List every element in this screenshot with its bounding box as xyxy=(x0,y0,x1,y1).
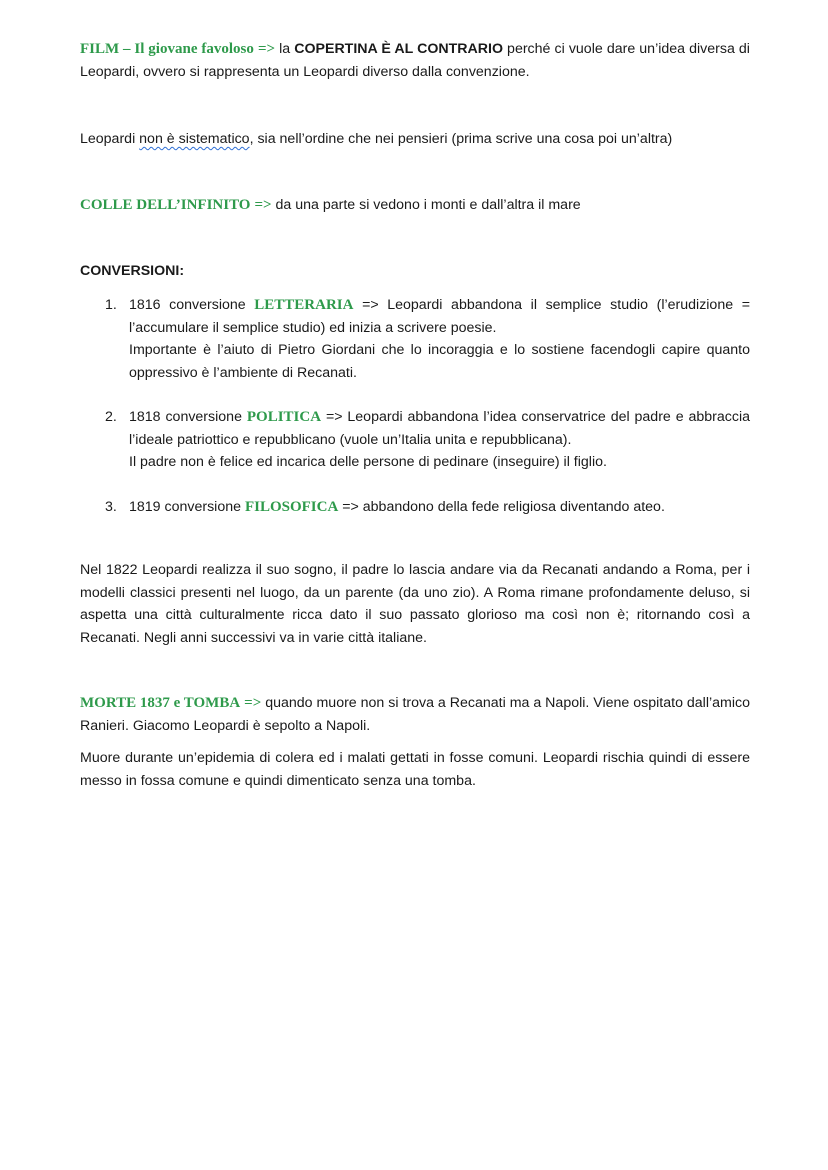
roma-paragraph: Nel 1822 Leopardi realizza il suo sogno, il padre lo lascia andare via da Recanati andando a Roma, per i modelli classici presenti nel luogo, da un parente (da uno zio). A Roma rimane profondamente deluso, si aspetta una città culturalmente ricca dato il suo passato glorioso ma così non è; ritornando così a Recanati. Negli anni successivi va in varie città italiane. xyxy=(80,562,750,646)
film-label: FILM – Il giovane favoloso xyxy=(80,41,254,57)
morte-paragraph xyxy=(80,692,750,737)
item-pre: 1818 conversione xyxy=(129,409,247,425)
colera-paragraph: Muore durante un’epidemia di colera ed i malati gettati in fosse comuni. Leopardi rischia quindi di essere messo in fossa comune e quindi dimenticato senza una tomba. xyxy=(80,750,750,789)
item-post: => Leopardi abbandona il semplice studio (l’erudizione = l’accumulare il semplice studio) ed inizia a scrivere poesie. xyxy=(129,297,750,336)
conversioni-list xyxy=(80,294,750,518)
conversioni-heading: CONVERSIONI: xyxy=(80,263,185,279)
item-post: => abbandono della fede religiosa diventando ateo. xyxy=(338,498,665,515)
film-paragraph xyxy=(80,38,750,83)
morte-text: quando muore non si trova a Recanati ma a Napoli. Viene ospitato dall’amico Ranieri. Giacomo Leopardi è sepolto a Napoli. xyxy=(80,695,750,734)
morte-label: MORTE 1837 e TOMBA xyxy=(80,695,241,711)
colle-paragraph xyxy=(80,194,750,217)
colle-arrow: => xyxy=(254,197,272,213)
film-text-pre: la xyxy=(275,41,295,57)
list-item xyxy=(80,406,750,474)
colle-label: COLLE DELL’INFINITO xyxy=(80,197,251,213)
list-item xyxy=(80,496,750,519)
film-bold-text: COPERTINA È AL CONTRARIO xyxy=(294,41,503,57)
list-number: 2. xyxy=(105,409,117,425)
list-number: 3. xyxy=(105,498,117,515)
morte-arrow: => xyxy=(244,695,262,711)
list-item xyxy=(80,294,750,384)
item-extra: Importante è l’aiuto di Pietro Giordani che lo incoraggia e lo sostiene facendogli capire quanto oppressivo è l’ambiente di Recanati. xyxy=(129,342,750,381)
item-pre: 1816 conversione xyxy=(129,297,255,313)
list-item-text xyxy=(129,406,750,451)
item-label: POLITICA xyxy=(246,409,322,425)
colle-text: da una parte si vedono i monti e dall’altra il mare xyxy=(271,197,581,213)
list-item-text xyxy=(129,496,750,519)
film-arrow: => xyxy=(257,41,276,57)
sistematico-pre: Leopardi xyxy=(80,131,140,147)
sistematico-post: , sia nell’ordine che nei pensieri (prima scrive una cosa poi un’altra) xyxy=(249,131,673,147)
item-pre: 1819 conversione xyxy=(129,498,245,515)
list-item-text xyxy=(129,294,750,339)
item-label: FILOSOFICA xyxy=(244,498,339,515)
list-number: 1. xyxy=(105,297,117,313)
film-text-post: perché ci vuole dare un’idea diversa di Leopardi, ovvero si rappresenta un Leopardi diverso dalla convenzione. xyxy=(80,41,750,80)
item-extra: Il padre non è felice ed incarica delle persone di pedinare (inseguire) il figlio. xyxy=(129,454,607,470)
item-post: => Leopardi abbandona l’idea conservatrice del padre e abbraccia l’ideale patriottico e repubblicano (vuole un’Italia unita e repubblicana). xyxy=(129,409,751,448)
spellcheck-underlined-text: non è sistematico xyxy=(139,131,250,147)
item-label: LETTERARIA xyxy=(254,297,354,313)
sistematico-paragraph xyxy=(80,128,750,151)
